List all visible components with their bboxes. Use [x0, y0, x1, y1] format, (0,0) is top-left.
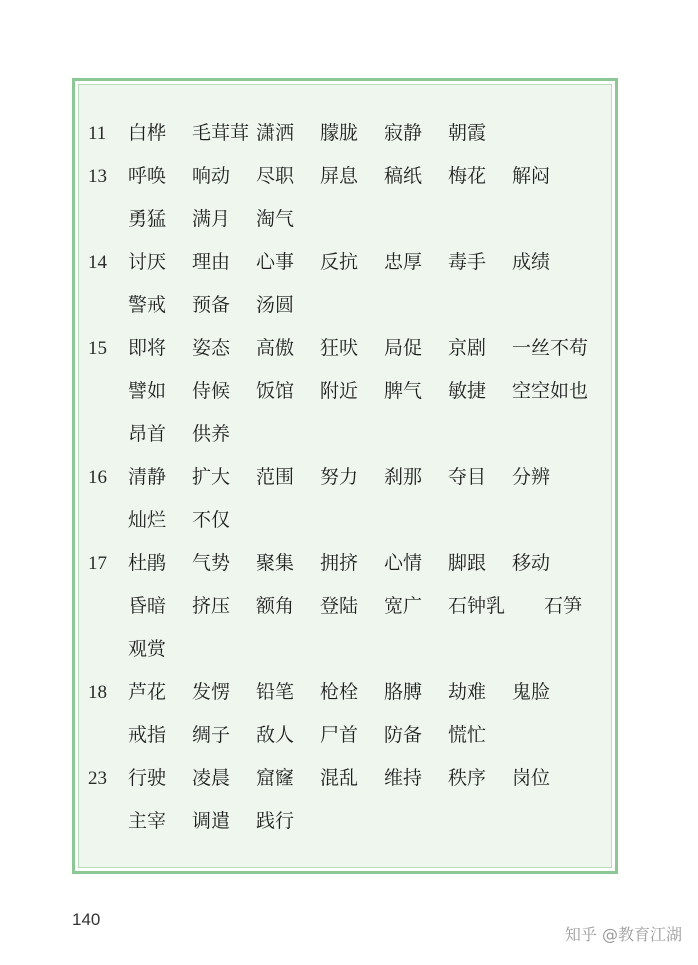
word-list [128, 327, 608, 456]
word: 京剧 [448, 337, 487, 359]
word: 白桦 [128, 122, 167, 144]
lesson-number: 11 [88, 123, 107, 144]
word: 局促 [384, 337, 423, 359]
word: 杜鹃 [128, 552, 167, 574]
word-list [128, 456, 608, 542]
source-watermark: 知乎 @教育江湖 [564, 925, 682, 944]
word: 狂吠 [320, 337, 359, 359]
word: 饭馆 [256, 380, 295, 402]
word: 灿烂 [128, 509, 167, 531]
word: 供养 [192, 423, 231, 445]
word: 挤压 [192, 595, 231, 617]
word: 尽职 [256, 165, 295, 187]
vocabulary-list [88, 112, 608, 843]
word: 呼唤 [128, 165, 167, 187]
lesson-entry [88, 112, 608, 155]
word: 响动 [192, 165, 231, 187]
word: 分辨 [512, 466, 551, 488]
word-list [128, 542, 608, 671]
word: 凌晨 [192, 767, 231, 789]
word: 拥挤 [320, 552, 359, 574]
page-number: 140 [72, 910, 101, 929]
word: 绸子 [192, 724, 231, 746]
word: 慌忙 [448, 724, 487, 746]
word: 发愣 [192, 681, 231, 703]
word: 稿纸 [384, 165, 423, 187]
word: 昂首 [128, 423, 167, 445]
word: 观赏 [128, 638, 167, 660]
word: 铅笔 [256, 681, 295, 703]
word: 防备 [384, 724, 423, 746]
word: 不仅 [192, 509, 231, 531]
word: 刹那 [384, 466, 423, 488]
word: 脚跟 [448, 552, 487, 574]
word: 戒指 [128, 724, 167, 746]
word: 屏息 [320, 165, 359, 187]
lesson-entry [88, 757, 608, 843]
word: 理由 [192, 251, 231, 273]
word: 范围 [256, 466, 295, 488]
word: 清静 [128, 466, 167, 488]
word: 调遣 [192, 810, 231, 832]
word: 移动 [512, 552, 551, 574]
word: 胳膊 [384, 681, 423, 703]
lesson-number: 18 [88, 682, 107, 703]
word: 解闷 [512, 165, 551, 187]
lesson-number: 23 [88, 768, 107, 789]
word: 毒手 [448, 251, 487, 273]
lesson-entry [88, 456, 608, 542]
word: 勇猛 [128, 208, 167, 230]
word: 预备 [192, 294, 231, 316]
word: 登陆 [320, 595, 359, 617]
word: 心情 [384, 552, 423, 574]
word: 讨厌 [128, 251, 167, 273]
lesson-number: 17 [88, 553, 107, 574]
word: 空空如也 [512, 380, 589, 402]
word: 聚集 [256, 552, 295, 574]
word: 芦花 [128, 681, 167, 703]
word: 满月 [192, 208, 231, 230]
word: 石笋 [544, 595, 583, 617]
word: 侍候 [192, 380, 231, 402]
word: 忠厚 [384, 251, 423, 273]
word: 毛茸茸 [192, 122, 250, 144]
lesson-entry [88, 671, 608, 757]
word: 脾气 [384, 380, 423, 402]
word: 夺目 [448, 466, 487, 488]
word: 气势 [192, 552, 231, 574]
word: 行驶 [128, 767, 167, 789]
lesson-entry [88, 241, 608, 327]
word-list [128, 671, 608, 757]
word: 潇洒 [256, 122, 295, 144]
word: 警戒 [128, 294, 167, 316]
word-list [128, 241, 608, 327]
word: 宽广 [384, 595, 423, 617]
word: 一丝不苟 [512, 337, 589, 359]
word-list [128, 757, 608, 843]
word: 寂静 [384, 122, 423, 144]
lesson-entry [88, 327, 608, 456]
word: 扩大 [192, 466, 231, 488]
word: 昏暗 [128, 595, 167, 617]
word: 成绩 [512, 251, 551, 273]
word: 汤圆 [256, 294, 295, 316]
lesson-number: 14 [88, 252, 107, 273]
word: 朝霞 [448, 122, 487, 144]
word: 秩序 [448, 767, 487, 789]
word: 梅花 [448, 165, 487, 187]
word: 反抗 [320, 251, 359, 273]
word: 心事 [256, 251, 295, 273]
lesson-number: 16 [88, 467, 107, 488]
word: 石钟乳 [448, 595, 506, 617]
word: 鬼脸 [512, 681, 551, 703]
word: 姿态 [192, 337, 231, 359]
word: 额角 [256, 595, 295, 617]
word: 敌人 [256, 724, 295, 746]
lesson-entry [88, 542, 608, 671]
word: 混乱 [320, 767, 359, 789]
word: 敏捷 [448, 380, 487, 402]
word: 主宰 [128, 810, 167, 832]
word-list [128, 112, 608, 155]
word: 尸首 [320, 724, 359, 746]
word: 岗位 [512, 767, 551, 789]
word: 枪栓 [320, 681, 359, 703]
word: 朦胧 [320, 122, 359, 144]
word: 即将 [128, 337, 167, 359]
word: 附近 [320, 380, 359, 402]
lesson-number: 13 [88, 166, 107, 187]
word: 劫难 [448, 681, 487, 703]
word: 努力 [320, 466, 359, 488]
word-list [128, 155, 608, 241]
word: 淘气 [256, 208, 295, 230]
word: 践行 [256, 810, 295, 832]
word: 高傲 [256, 337, 295, 359]
lesson-number: 15 [88, 338, 107, 359]
word: 窟窿 [256, 767, 295, 789]
lesson-entry [88, 155, 608, 241]
word: 譬如 [128, 380, 167, 402]
word: 维持 [384, 767, 423, 789]
